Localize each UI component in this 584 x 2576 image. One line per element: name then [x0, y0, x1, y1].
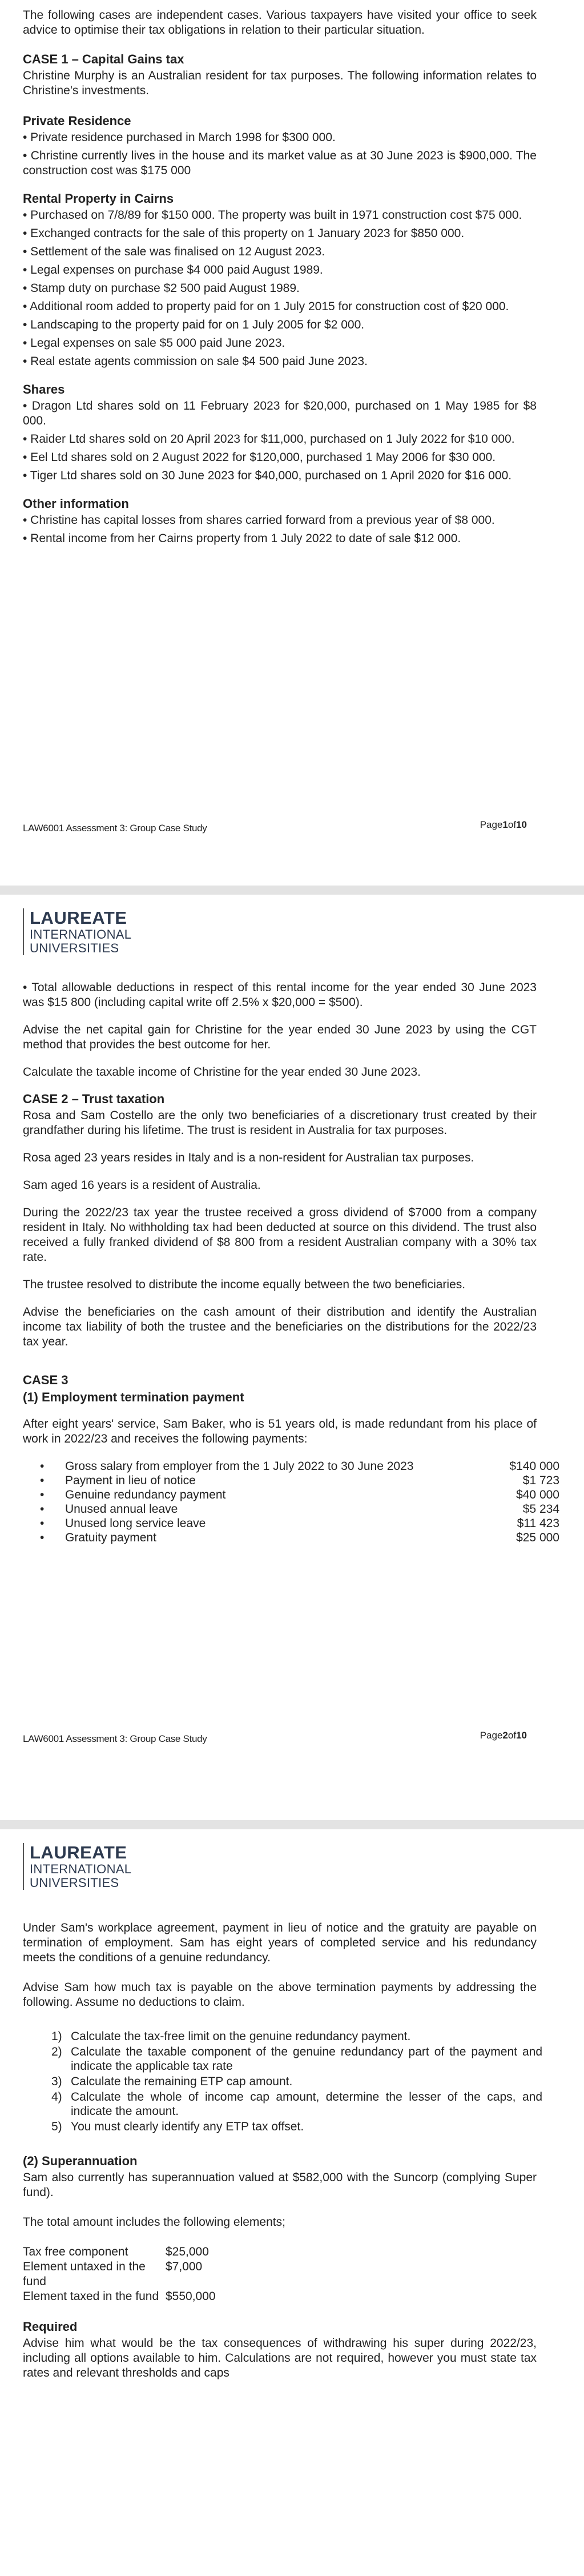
page-2-body: [23, 980, 559, 1552]
steps-list: [51, 2029, 542, 2134]
page-separator: [0, 886, 584, 895]
case2-title: CASE 2 – Trust taxation: [23, 1092, 165, 1106]
logo-line-2: INTERNATIONAL: [30, 927, 132, 942]
case2-paragraph: Advise the beneficiaries on the cash amount of their distribution and identify the Australian income tax liability of both the trustee and the beneficiaries on the distributions for the 2022/23 tax year.: [23, 1305, 537, 1348]
page-1: [0, 0, 584, 886]
superannuation-heading: (2) Superannuation: [23, 2154, 138, 2168]
other-information-heading: Other information: [23, 496, 129, 511]
case2-paragraph: The trustee resolved to distribute the income equally between the two beneficiaries.: [23, 1278, 466, 1291]
footer-page-number: Page1of10: [480, 819, 527, 830]
case2-paragraph: Rosa and Sam Costello are the only two beneficiaries of a discretionary trust created by their grandfather during his lifetime. The trust is resident in Australia for tax purposes.: [23, 1109, 537, 1137]
case2-paragraph: During the 2022/23 tax year the trustee received a gross dividend of $7000 from a company resident in Italy. No withholding tax had been deducted at source on this dividend. The trust also received a fully franked dividend of $8 800 from a resident Australian company with a 30% tax rate.: [23, 1206, 537, 1264]
case3-title: CASE 3: [23, 1373, 69, 1387]
rental-deductions: • Total allowable deductions in respect of this rental income for the year ended 30 June 2023 was $15 800 (including capital write off 2.5% x $20,000 = $500).: [23, 981, 537, 1009]
step-item: 5) You must clearly identify any ETP tax offset.: [51, 2120, 304, 2133]
rental-item: • Stamp duty on purchase $2 500 paid August 1989.: [23, 282, 300, 295]
component-row: Element taxed in the fund $550,000: [23, 2290, 216, 2303]
payments-list: [40, 1459, 559, 1545]
shares-item: • Tiger Ltd shares sold on 30 June 2023 for $40,000, purchased on 1 April 2020 for $16 000.: [23, 469, 512, 482]
cgt-task: Advise the net capital gain for Christine for the year ended 30 June 2023 by using the CGT method that provides the best outcome for her.: [23, 1023, 537, 1051]
private-residence-heading: Private Residence: [23, 114, 131, 128]
payment-row: • Gross salary from employer from the 1 July 2022 to 30 June 2023 $140 000: [40, 1460, 559, 1473]
payment-row: • Genuine redundancy payment $40 000: [40, 1488, 559, 1501]
case2-paragraph: Rosa aged 23 years resides in Italy and is a non-resident for Australian tax purposes.: [23, 1151, 474, 1164]
component-row: Element untaxed in the fund $7,000: [23, 2260, 203, 2288]
step-item: 4) Calculate the whole of income cap amount, determine the lesser of the caps, and indicate the amount.: [51, 2090, 542, 2118]
shares-item: • Dragon Ltd shares sold on 11 February 2023 for $20,000, purchased on 1 May 1985 for $8 000.: [23, 399, 537, 427]
case3-subtitle: (1) Employment termination payment: [23, 1390, 244, 1404]
step-item: 2) Calculate the taxable component of the genuine redundancy part of the payment and indicate the applicable tax rate: [51, 2045, 542, 2073]
rental-item: • Landscaping to the property paid for on 1 July 2005 for $2 000.: [23, 318, 365, 331]
rental-item: • Settlement of the sale was finalised on 12 August 2023.: [23, 245, 325, 258]
rental-item: • Exchanged contracts for the sale of this property on 1 January 2023 for $850 000.: [23, 227, 465, 240]
logo-line-2: INTERNATIONAL: [30, 1862, 132, 1876]
workplace-agreement: Under Sam's workplace agreement, payment in lieu of notice and the gratuity are payable on termination of employment. Sam has eight years of completed service and his redundancy meets the conditions of a genuine redundancy.: [23, 1921, 537, 1964]
page-3-body: [23, 1921, 542, 2387]
rental-item: • Purchased on 7/8/89 for $150 000. The property was built in 1971 construction cost $75 000.: [23, 209, 522, 222]
step-item: 1) Calculate the tax-free limit on the genuine redundancy payment.: [51, 2030, 411, 2043]
component-row: Tax free component $25,000: [23, 2245, 209, 2258]
shares-item: • Raider Ltd shares sold on 20 April 2023 for $11,000, purchased on 1 July 2022 for $10 000.: [23, 432, 515, 446]
rental-item: • Real estate agents commission on sale $4 500 paid June 2023.: [23, 355, 368, 368]
shares-heading: Shares: [23, 382, 65, 396]
superannuation-paragraph: Sam also currently has superannuation valued at $582,000 with the Suncorp (complying Super fund).: [23, 2171, 537, 2199]
private-item: • Christine currently lives in the house and its market value as at 30 June 2023 is $900,000. The construction cost was $175 000: [23, 149, 537, 177]
payment-row: • Gratuity payment $25 000: [40, 1531, 559, 1544]
case3-intro: After eight years' service, Sam Baker, who is 51 years old, is made redundant from his place of work in 2022/23 and receives the following payments:: [23, 1417, 537, 1445]
rental-item: • Legal expenses on purchase $4 000 paid August 1989.: [23, 263, 323, 277]
logo-line-1: LAUREATE: [30, 1842, 127, 1862]
laureate-logo: [23, 1843, 131, 1890]
termination-task: Advise Sam how much tax is payable on the above termination payments by addressing the following. Assume no deductions to claim.: [23, 1981, 537, 2009]
other-item: • Christine has capital losses from shares carried forward from a previous year of $8 000.: [23, 514, 495, 527]
payment-row: • Unused annual leave $5 234: [40, 1503, 559, 1516]
other-item: • Rental income from her Cairns property from 1 July 2022 to date of sale $12 000.: [23, 532, 461, 545]
page-separator: [0, 1820, 584, 1829]
rental-item: • Additional room added to property paid for on 1 July 2015 for construction cost of $20 000.: [23, 300, 509, 313]
payment-row: • Payment in lieu of notice $1 723: [40, 1474, 559, 1487]
private-item: • Private residence purchased in March 1998 for $300 000.: [23, 131, 336, 144]
payment-row: • Unused long service leave $11 423: [40, 1517, 559, 1530]
page-1-body: [23, 8, 537, 553]
shares-item: • Eel Ltd shares sold on 2 August 2022 for $120,000, purchased 1 May 2006 for $30 000.: [23, 451, 496, 464]
required-paragraph: Advise him what would be the tax consequences of withdrawing his super during 2022/23, including all options available to him. Calculations are not required, however you must state tax rates and relevant thresholds and caps: [23, 2337, 537, 2379]
step-item: 3) Calculate the remaining ETP cap amount.: [51, 2075, 293, 2088]
superannuation-paragraph: The total amount includes the following elements;: [23, 2216, 285, 2229]
rental-item: • Legal expenses on sale $5 000 paid June 2023.: [23, 336, 285, 350]
footer-course: LAW6001 Assessment 3: Group Case Study: [23, 823, 207, 834]
intro-paragraph: The following cases are independent cases. Various taxpayers have visited your office to seek advice to optimise their tax obligations in relation to their particular situation.: [23, 9, 537, 37]
case1-intro: Christine Murphy is an Australian resident for tax purposes. The following information relates to Christine's investments.: [23, 69, 537, 97]
case2-paragraph: Sam aged 16 years is a resident of Australia.: [23, 1179, 261, 1192]
logo-line-3: UNIVERSITIES: [30, 1876, 119, 1890]
rental-property-heading: Rental Property in Cairns: [23, 191, 174, 206]
logo-line-1: LAUREATE: [30, 908, 127, 928]
laureate-logo: [23, 908, 131, 955]
required-heading: Required: [23, 2319, 78, 2334]
page-2: [0, 895, 584, 1820]
logo-line-3: UNIVERSITIES: [30, 941, 119, 955]
footer-course: LAW6001 Assessment 3: Group Case Study: [23, 1733, 207, 1744]
page-3: [0, 1829, 584, 2576]
taxable-income-task: Calculate the taxable income of Christine for the year ended 30 June 2023.: [23, 1065, 421, 1079]
footer-page-number: Page2of10: [480, 1730, 527, 1741]
case1-title: CASE 1 – Capital Gains tax: [23, 52, 184, 66]
